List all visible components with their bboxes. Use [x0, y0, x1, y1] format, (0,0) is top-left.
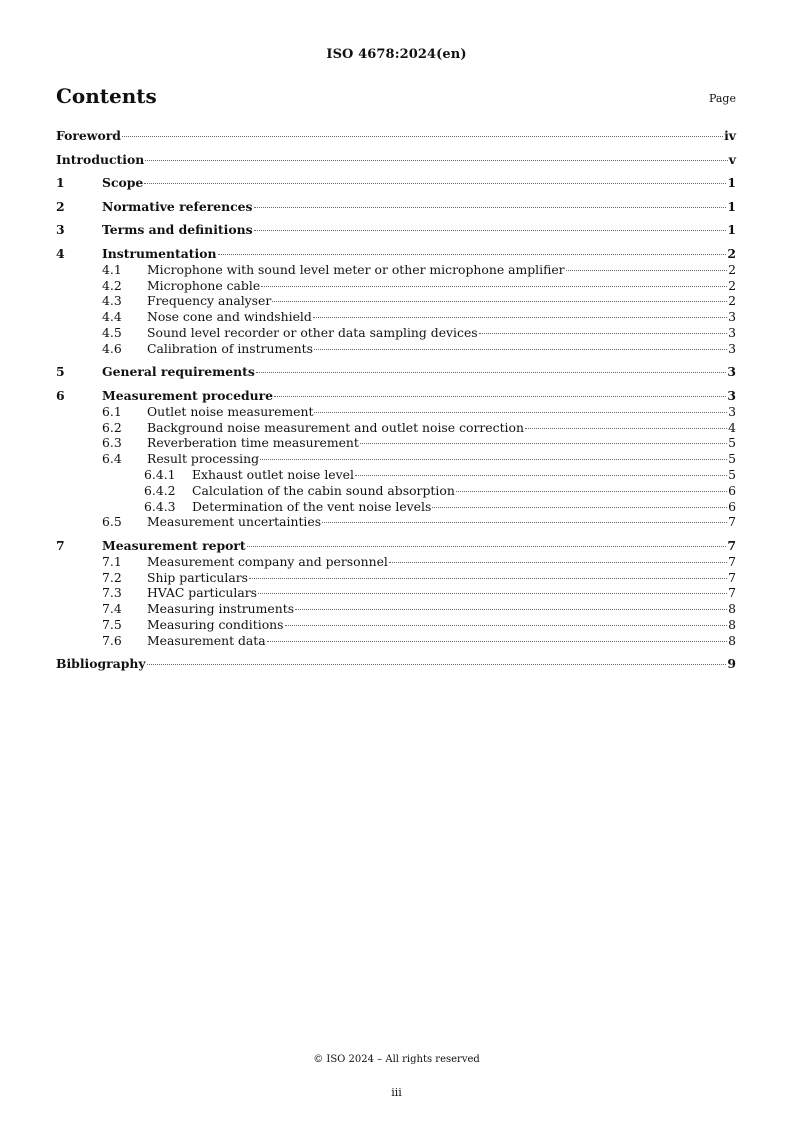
toc-entry[interactable] — [56, 420, 736, 436]
toc-entry[interactable] — [56, 514, 736, 530]
dot-leader — [322, 522, 727, 523]
toc-entry-title: Bibliography — [56, 656, 146, 672]
toc-entry-page: 8 — [728, 632, 736, 648]
toc-entry-page: iv — [724, 128, 736, 143]
toc-entry-title: Measurement uncertainties — [147, 514, 322, 530]
toc-entry-number: 6.4.1 — [144, 466, 176, 482]
toc-entry[interactable] — [56, 293, 736, 309]
toc-entry-title: Instrumentation — [102, 245, 217, 261]
copyright-notice: © ISO 2024 – All rights reserved — [313, 1054, 480, 1065]
toc-entry-title: Calibration of instruments — [147, 340, 313, 356]
toc-entry-title: Measurement company and personnel — [147, 553, 388, 569]
toc-entry-title: Measurement report — [102, 537, 246, 553]
toc-entry[interactable] — [56, 656, 736, 672]
toc-entry-number: 5 — [56, 364, 65, 380]
toc-entry-page: 8 — [728, 616, 736, 632]
dot-leader — [479, 333, 727, 334]
toc-entry[interactable] — [56, 262, 736, 278]
dot-leader — [285, 625, 728, 626]
toc-entry-page: 7 — [728, 585, 736, 601]
toc-entry-number: 4.3 — [102, 293, 122, 309]
toc-entry-number: 4 — [56, 245, 65, 261]
toc-entry-number: 6.3 — [102, 435, 122, 451]
toc-entry-number: 7.1 — [102, 553, 122, 569]
toc-entry-page: 2 — [727, 245, 736, 261]
toc-entry-title: Introduction — [56, 151, 145, 167]
toc-entry[interactable] — [56, 538, 736, 554]
toc-entry[interactable] — [56, 585, 736, 601]
toc-entry-page: 7 — [728, 569, 736, 585]
toc-entry[interactable] — [56, 152, 736, 168]
dot-leader — [566, 270, 728, 271]
toc-entry-page: 9 — [727, 656, 736, 672]
toc-entry-title: Scope — [102, 175, 144, 191]
toc-entry-title: Exhaust outlet noise level — [192, 466, 354, 482]
toc-entry-title: Microphone with sound level meter or other microphone amplifier — [147, 261, 565, 277]
toc-entry[interactable] — [56, 341, 736, 357]
dot-leader — [272, 301, 727, 302]
toc-entry-title: Sound level recorder or other data sampling devices — [147, 324, 478, 340]
dot-leader — [456, 491, 727, 492]
toc-entry[interactable] — [56, 435, 736, 451]
toc-entry[interactable] — [56, 617, 736, 633]
toc-entry-number: 6 — [56, 387, 65, 403]
toc-entry-number: 7.5 — [102, 616, 122, 632]
toc-entry-title: Ship particulars — [147, 569, 249, 585]
toc-entry[interactable] — [56, 325, 736, 341]
toc-entry-title: Terms and definitions — [102, 222, 253, 238]
dot-leader — [432, 507, 727, 508]
toc-entry-number: 4.4 — [102, 309, 122, 325]
toc-entry-number: 1 — [56, 175, 65, 191]
dot-leader — [256, 372, 727, 373]
toc-entry-number: 2 — [56, 198, 65, 214]
dot-leader — [355, 475, 727, 476]
dot-leader — [267, 641, 727, 642]
toc-entry[interactable] — [56, 388, 736, 404]
toc-entry-title: Measuring instruments — [147, 601, 295, 617]
toc-entry[interactable] — [56, 570, 736, 586]
toc-entry-page: 7 — [728, 553, 736, 569]
toc-entry[interactable] — [56, 364, 736, 380]
toc-entry-page: 6 — [728, 498, 736, 514]
toc-entry-page: 7 — [727, 537, 736, 553]
dot-leader — [247, 546, 727, 547]
toc-entry-title: Foreword — [56, 128, 121, 143]
toc-entry-title: Background noise measurement and outlet noise correction — [147, 419, 524, 435]
toc-entry-page: 3 — [727, 364, 736, 380]
toc-entry-number: 6.5 — [102, 514, 122, 530]
toc-entry-number: 7.4 — [102, 601, 122, 617]
dot-leader — [254, 207, 727, 208]
toc-entry-number: 7.6 — [102, 632, 122, 648]
toc-entry-page: 1 — [727, 175, 736, 191]
toc-entry[interactable] — [56, 278, 736, 294]
toc-entry-title: Reverberation time measurement — [147, 435, 359, 451]
toc-entry-page: 3 — [728, 403, 736, 419]
dot-leader — [261, 286, 727, 287]
toc-entry-number: 6.4 — [102, 451, 122, 467]
toc-entry[interactable] — [56, 175, 736, 191]
toc-entry[interactable] — [56, 199, 736, 215]
toc-entry-title: Determination of the vent noise levels — [192, 498, 432, 514]
dot-leader — [145, 160, 728, 161]
dot-leader — [218, 254, 727, 255]
dot-leader — [144, 183, 726, 184]
table-of-contents — [56, 128, 736, 672]
toc-entry[interactable] — [56, 246, 736, 262]
toc-entry-number: 3 — [56, 222, 65, 238]
toc-entry[interactable] — [56, 633, 736, 649]
toc-entry-title: Frequency analyser — [147, 293, 272, 309]
toc-entry-title: Nose cone and windshield — [147, 309, 312, 325]
toc-entry-title: Measurement procedure — [102, 387, 274, 403]
toc-entry-number: 4.5 — [102, 324, 122, 340]
toc-entry-page: 2 — [728, 261, 736, 277]
toc-entry[interactable] — [56, 128, 736, 144]
toc-entry-page: 3 — [728, 309, 736, 325]
toc-entry-page: 3 — [728, 324, 736, 340]
toc-entry-page: 6 — [728, 482, 736, 498]
page-number: iii — [391, 1086, 402, 1099]
toc-entry[interactable] — [56, 483, 736, 499]
toc-entry-number: 7.3 — [102, 585, 122, 601]
dot-leader — [122, 136, 723, 137]
toc-entry-page: 5 — [728, 451, 736, 467]
toc-entry-title: Microphone cable — [147, 277, 261, 293]
dot-leader — [360, 443, 727, 444]
dot-leader — [313, 317, 727, 318]
dot-leader — [274, 396, 726, 397]
contents-title: Contents — [56, 84, 157, 108]
page-column-label: Page — [708, 92, 736, 105]
toc-entry[interactable] — [56, 499, 736, 515]
dot-leader — [314, 412, 727, 413]
dot-leader — [254, 230, 727, 231]
toc-entry-page: 8 — [728, 601, 736, 617]
toc-entry[interactable] — [56, 554, 736, 570]
toc-entry-number: 7 — [56, 537, 65, 553]
contents-header — [56, 84, 736, 112]
toc-entry-number: 4.1 — [102, 261, 122, 277]
toc-entry-title: Calculation of the cabin sound absorption — [192, 482, 455, 498]
toc-entry-number: 6.1 — [102, 403, 122, 419]
toc-entry-number: 4.2 — [102, 277, 122, 293]
dot-leader — [260, 459, 727, 460]
toc-entry-page: 4 — [728, 419, 736, 435]
dot-leader — [389, 562, 727, 563]
toc-entry[interactable] — [56, 309, 736, 325]
toc-entry-title: General requirements — [102, 364, 255, 380]
dot-leader — [249, 578, 727, 579]
dot-leader — [147, 664, 727, 665]
dot-leader — [525, 428, 727, 429]
document-id: ISO 4678:2024(en) — [326, 47, 467, 62]
toc-entry-page: 7 — [728, 514, 736, 530]
toc-entry-number: 6.4.2 — [144, 482, 176, 498]
toc-entry-page: 5 — [728, 466, 736, 482]
toc-entry-number: 6.4.3 — [144, 498, 176, 514]
toc-entry[interactable] — [56, 467, 736, 483]
toc-entry-page: 2 — [728, 293, 736, 309]
toc-entry-page: 1 — [727, 198, 736, 214]
toc-entry-title: Outlet noise measurement — [147, 403, 314, 419]
dot-leader — [258, 593, 727, 594]
toc-entry-page: 5 — [728, 435, 736, 451]
toc-entry-title: Normative references — [102, 198, 253, 214]
toc-entry[interactable] — [56, 451, 736, 467]
dot-leader — [295, 609, 727, 610]
toc-entry-page: 2 — [728, 277, 736, 293]
toc-entry-number: 4.6 — [102, 340, 122, 356]
toc-entry[interactable] — [56, 601, 736, 617]
toc-entry-title: Measurement data — [147, 632, 266, 648]
toc-entry-page: 3 — [728, 340, 736, 356]
toc-entry-title: Result processing — [147, 451, 260, 467]
dot-leader — [314, 349, 727, 350]
toc-entry-title: Measuring conditions — [147, 616, 284, 632]
toc-entry-number: 7.2 — [102, 569, 122, 585]
toc-entry[interactable] — [56, 404, 736, 420]
toc-entry[interactable] — [56, 222, 736, 238]
toc-entry-number: 6.2 — [102, 419, 122, 435]
toc-entry-page: v — [728, 151, 736, 167]
toc-entry-page: 1 — [727, 222, 736, 238]
toc-entry-page: 3 — [727, 387, 736, 403]
toc-entry-title: HVAC particulars — [147, 585, 258, 601]
